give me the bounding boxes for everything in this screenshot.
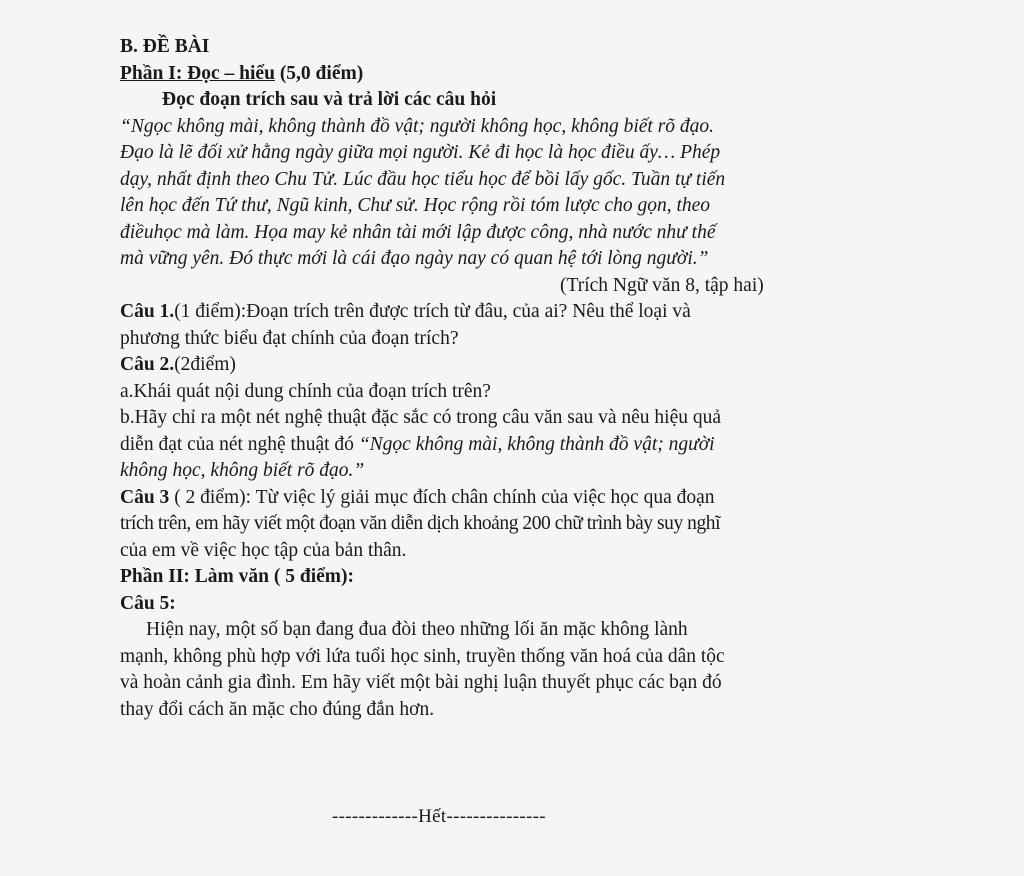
question-2b-text: diễn đạt của nét nghệ thuật đó [120,433,359,455]
part1-heading [120,61,940,88]
reading-instruction: Đọc đoạn trích sau và trả lời các câu hỏi [162,89,497,110]
question-3-text-end: của em về việc học tập của bản thân. [120,539,407,561]
exam-content [120,34,940,723]
passage-line: dạy, nhất định theo Chu Tử. Lúc đầu học tiểu học để bồi lấy gốc. Tuần tự tiến [120,168,726,190]
part1-points: (5,0 điểm) [274,62,364,84]
passage-line: “Ngọc không mài, không thành đồ vật; người không học, không biết rõ đạo. [120,115,715,137]
question-3-label: Câu 3 [120,486,170,508]
question-3-text: ( 2 điểm): Từ việc lý giải mục đích chân chính của việc học qua đoạn [169,486,715,508]
part1-title: Phần I: Đọc – hiểu [120,62,275,84]
passage-line: Đạo là lẽ đối xử hằng ngày giữa mọi người. Kẻ đi học là học điều ấy… Phép [120,142,721,163]
question-2-points: (2điểm) [174,354,236,375]
section-header: B. ĐỀ BÀI [120,36,210,57]
passage-line: mà vững yên. Đó thực mới là cái đạo ngày nay có quan hệ tới lòng người.” [120,248,709,269]
passage-source: (Trích Ngữ văn 8, tập hai) [560,274,764,296]
question-2b-quote-cont: không học, không biết rõ đạo.” [120,460,365,481]
question-2b: b.Hãy chỉ ra một nét nghệ thuật đặc sắc có trong câu văn sau và nêu hiệu quả [120,407,722,428]
question-5-line: Hiện nay, một số bạn đang đua đòi theo những lối ăn mặc không lành [146,619,688,640]
passage-line: điềuhọc mà làm. Họa may kẻ nhân tài mới lập được công, nhà nước như thế [120,221,716,243]
question-2 [120,352,940,379]
question-2b-quote: “Ngọc không mài, không thành đồ vật; người [358,433,715,455]
question-5-line: mạnh, không phù hợp với lứa tuổi học sinh, truyền thống văn hoá của dân tộc [120,645,725,667]
end-marker: -------------Hết--------------- [332,806,546,827]
passage [120,114,940,273]
question-5-line: và hoàn cảnh gia đình. Em hãy viết một bài nghị luận thuyết phục các bạn đó [120,672,722,693]
question-1-text-cont: phương thức biểu đạt chính của đoạn trích? [120,327,459,349]
question-3-text-cont: trích trên, em hãy viết một đoạn văn diễn dịch khoảng 200 chữ trình bày suy nghĩ [120,513,721,534]
question-1-text: (1 điểm):Đoạn trích trên được trích từ đâu, của ai? Nêu thể loại và [174,301,691,322]
question-1-label: Câu 1. [120,301,175,322]
question-5-label: Câu 5: [120,592,176,614]
passage-line: lên học đến Tứ thư, Ngũ kinh, Chư sử. Học rộng rồi tóm lược cho gọn, theo [120,195,711,216]
question-5-body [120,617,940,723]
question-2-label: Câu 2. [120,354,175,375]
question-1 [120,299,940,326]
question-2b-cont [120,432,940,459]
question-3 [120,485,940,512]
part2-title: Phần II: Làm văn ( 5 điểm): [120,566,355,587]
question-2a: a.Khái quát nội dung chính của đoạn trích trên? [120,380,491,402]
question-5-line: thay đổi cách ăn mặc cho đúng đắn hơn. [120,698,435,720]
